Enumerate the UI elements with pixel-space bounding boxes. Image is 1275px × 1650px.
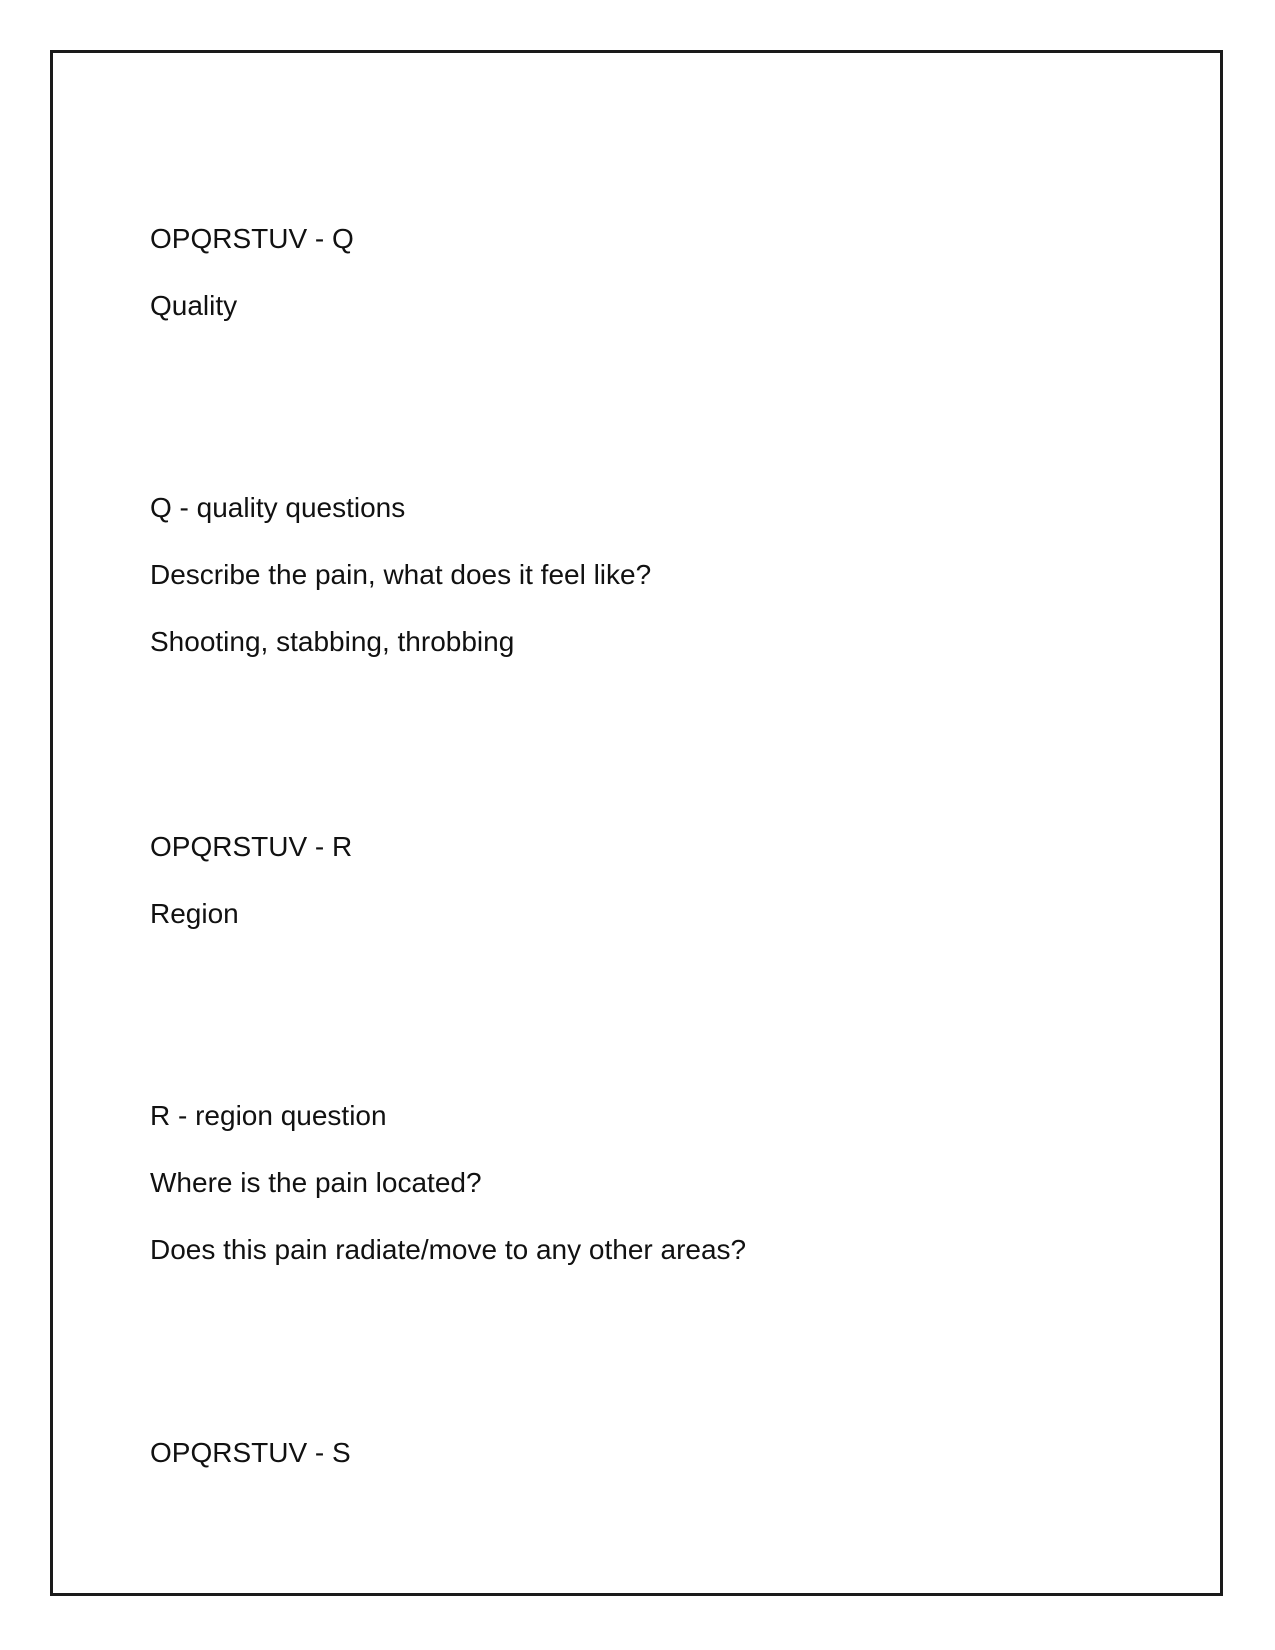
question-describe-pain: Describe the pain, what does it feel like? bbox=[150, 559, 652, 590]
heading-opqrstuv-s: OPQRSTUV - S bbox=[150, 1437, 351, 1468]
term-region: Region bbox=[150, 898, 239, 929]
question-pain-location: Where is the pain located? bbox=[150, 1167, 482, 1198]
heading-region-question: R - region question bbox=[150, 1100, 387, 1131]
page-frame bbox=[50, 50, 1223, 1596]
question-pain-radiate: Does this pain radiate/move to any other areas? bbox=[150, 1234, 747, 1265]
heading-opqrstuv-r: OPQRSTUV - R bbox=[150, 831, 353, 862]
heading-opqrstuv-q: OPQRSTUV - Q bbox=[150, 223, 354, 254]
answer-pain-types: Shooting, stabbing, throbbing bbox=[150, 626, 515, 657]
term-quality: Quality bbox=[150, 290, 238, 321]
heading-quality-questions: Q - quality questions bbox=[150, 492, 406, 523]
